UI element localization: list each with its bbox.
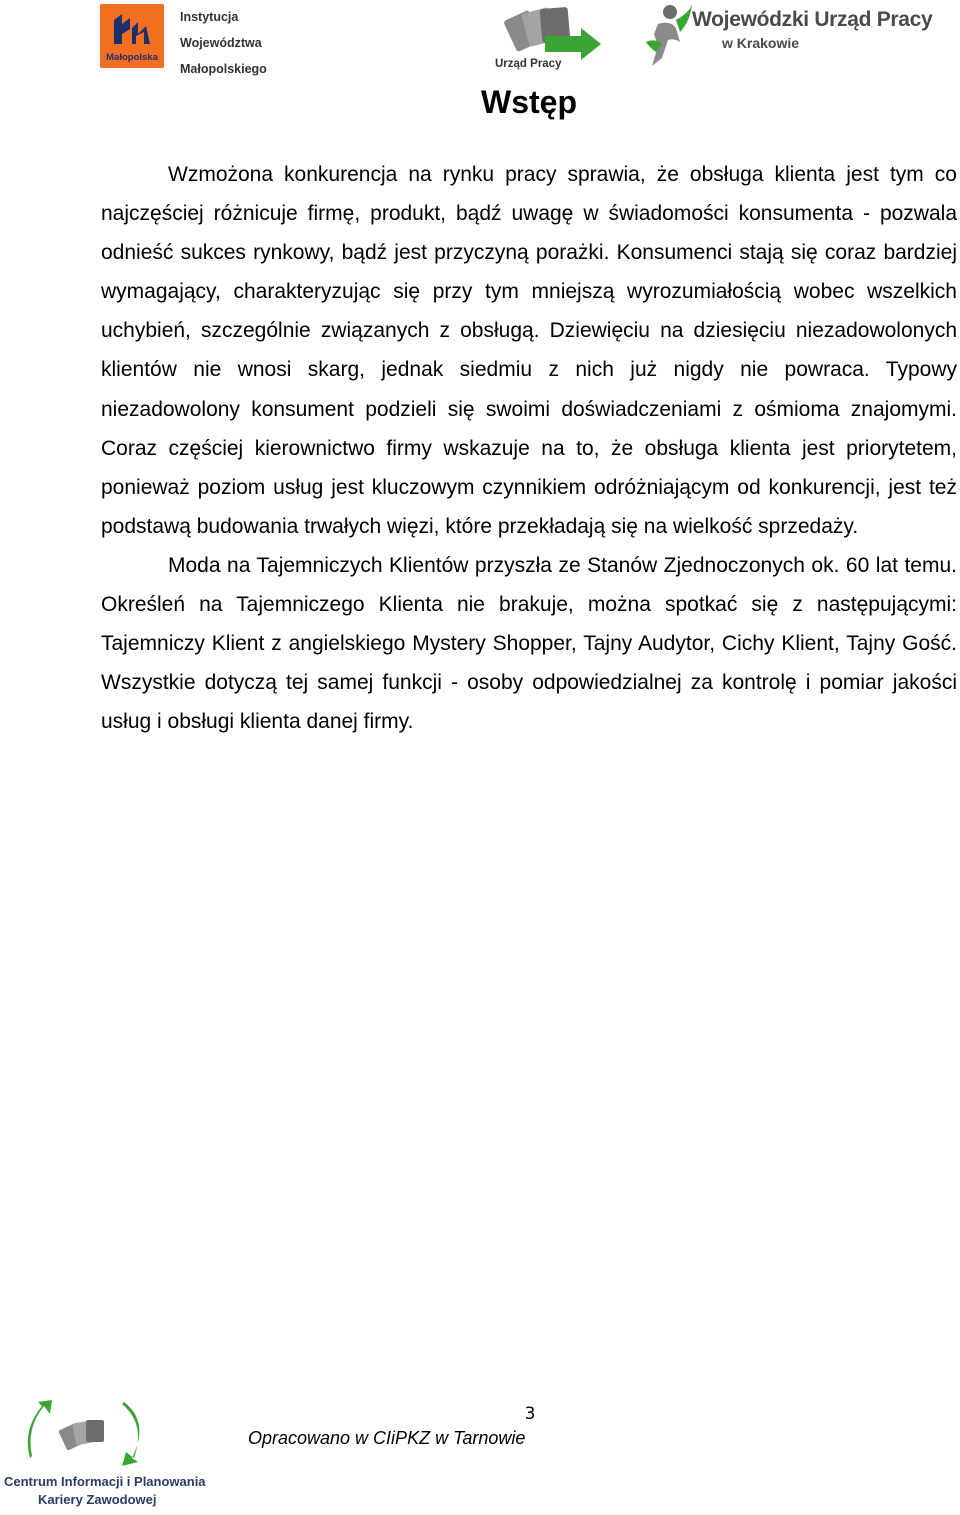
malopolska-institution-logo	[100, 4, 300, 74]
malopolska-badge	[100, 4, 164, 68]
circular-arrows-icon	[22, 1400, 152, 1470]
malopolska-emblem-icon	[108, 10, 156, 50]
ciipkz-line: Kariery Zawodowej	[38, 1492, 157, 1507]
wup-title: Wojewódzki Urząd Pracy	[692, 8, 933, 31]
cards-arrow-icon	[495, 4, 605, 60]
institution-line: Małopolskiego	[180, 62, 267, 76]
page-title: Wstęp	[481, 84, 577, 120]
paragraph: Wzmożona konkurencja na rynku pracy sprawia, że obsługa klienta jest tym co najczęściej różnicuje firmę, produkt, bądź uwagę w świadomości konsumenta - pozwala odnieść sukces rynkowy, bądź jest przyczyną porażki. Konsumenci stają się coraz bardziej wymagający, charakteryzując się przy tym mniejszą wyrozumiałością wobec wszelkich uchybień, szczególnie związanych z obsługą. Dziewięciu na dziesięciu niezadowolonych klientów nie wnosi skarg, jednak siedmiu z nich już nigdy nie powraca. Typowy niezadowolony konsument podzieli się swoimi doświadczeniami z ośmioma znajomymi. Coraz częściej kierownictwo firmy wskazuje na to, że obsługa klienta jest priorytetem, ponieważ poziom usług jest kluczowym czynnikiem odróżniającym od konkurencji, jest też podstawą budowania trwałych więzi, które przekładają się na wielkość sprzedaży.	[101, 163, 957, 538]
document-body	[101, 155, 957, 741]
footer-credit: Opracowano w CIiPKZ w Tarnowie	[248, 1428, 526, 1448]
institution-line: Instytucja	[180, 10, 239, 24]
wup-krakow-logo	[640, 2, 950, 72]
paragraph: Moda na Tajemniczych Klientów przyszła ze Stanów Zjednoczonych ok. 60 lat temu. Określeń na Tajemniczego Klienta nie brakuje, można spotkać się z następującymi: Tajemniczy Klient z angielskiego Mystery Shopper, Tajny Audytor, Cichy Klient, Tajny Gość. Wszystkie dotyczą tej samej funkcji - osoby odpowiedzialnej za kontrolę i pomiar jakości usług i obsługi klienta danej firmy.	[101, 553, 957, 734]
urzad-pracy-logo	[495, 4, 605, 74]
institution-name	[180, 4, 267, 82]
urzad-pracy-label: Urząd Pracy	[495, 58, 562, 70]
institution-line: Województwa	[180, 36, 262, 50]
wup-subtitle: w Krakowie	[722, 35, 800, 51]
running-figure-icon	[640, 2, 694, 72]
page-number: 3	[524, 1404, 536, 1424]
ciipkz-logo	[4, 1400, 206, 1512]
malopolska-badge-label: Małopolska	[106, 52, 158, 63]
ciipkz-line: Centrum Informacji i Planowania	[4, 1474, 206, 1489]
